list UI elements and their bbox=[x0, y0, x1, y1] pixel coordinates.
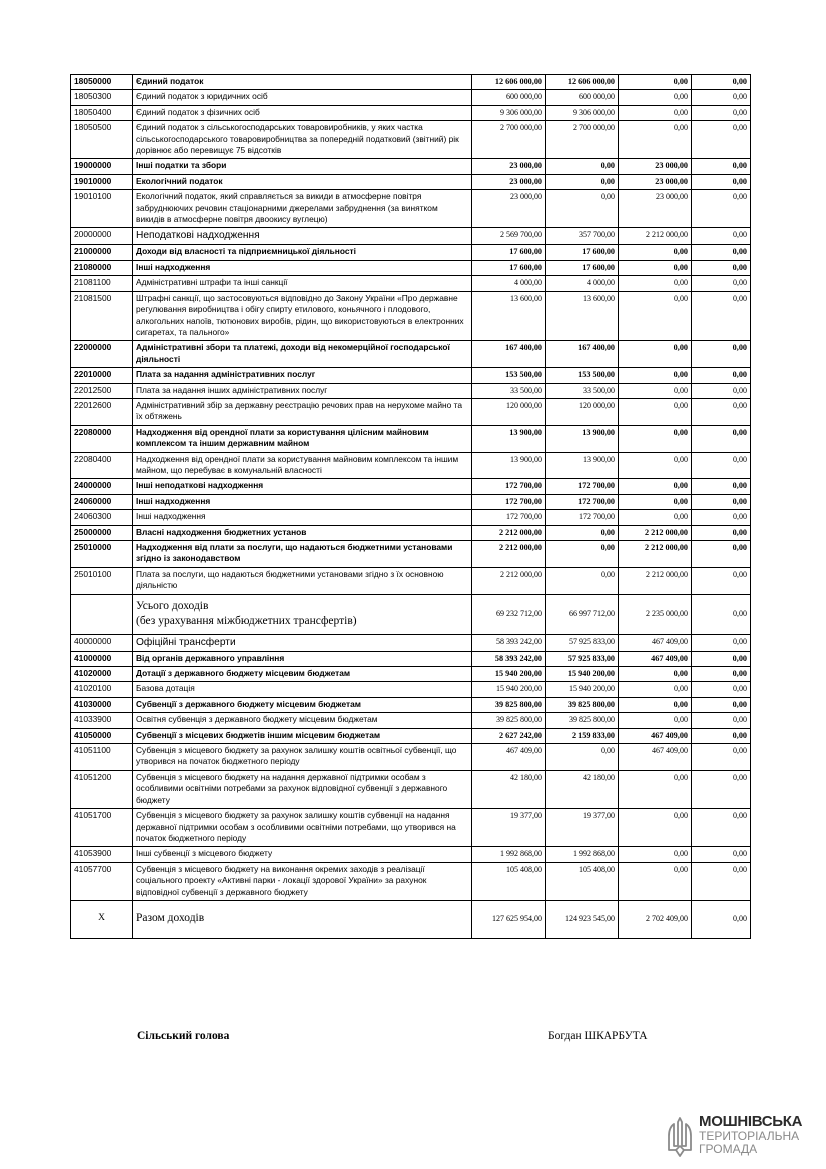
row-amount-total: 13 600,00 bbox=[472, 291, 546, 341]
row-name: Адміністративні штрафи та інші санкції bbox=[133, 276, 472, 291]
row-code: 24060300 bbox=[71, 510, 133, 525]
row-code: 19010000 bbox=[71, 174, 133, 189]
row-amount-total: 23 000,00 bbox=[472, 174, 546, 189]
row-code: 41000000 bbox=[71, 651, 133, 666]
row-code: 22080400 bbox=[71, 452, 133, 479]
row-amount-development: 0,00 bbox=[692, 634, 751, 651]
row-name: Інші надходження bbox=[133, 510, 472, 525]
row-amount-special: 0,00 bbox=[619, 398, 692, 425]
row-amount-general: 0,00 bbox=[546, 190, 619, 228]
row-amount-special: 0,00 bbox=[619, 90, 692, 105]
row-code: 25010100 bbox=[71, 567, 133, 594]
row-amount-special: 0,00 bbox=[619, 368, 692, 383]
row-amount-special: 2 212 000,00 bbox=[619, 541, 692, 568]
table-body bbox=[71, 75, 751, 939]
row-amount-total: 15 940 200,00 bbox=[472, 682, 546, 697]
row-amount-special: 0,00 bbox=[619, 847, 692, 862]
row-amount-total: 19 377,00 bbox=[472, 809, 546, 847]
table-row bbox=[71, 291, 751, 341]
row-amount-total: 2 627 242,00 bbox=[472, 728, 546, 743]
row-name: Плата за надання інших адміністративних послуг bbox=[133, 383, 472, 398]
row-name: Інші надходження bbox=[133, 260, 472, 275]
row-amount-development: 0,00 bbox=[692, 510, 751, 525]
row-name: Від органів державного управління bbox=[133, 651, 472, 666]
table-row bbox=[71, 862, 751, 900]
row-name: Освітня субвенція з державного бюджету місцевим бюджетам bbox=[133, 713, 472, 728]
row-amount-general: 172 700,00 bbox=[546, 494, 619, 509]
row-amount-development: 0,00 bbox=[692, 744, 751, 771]
row-name: Доходи від власності та підприємницької діяльності bbox=[133, 245, 472, 260]
row-amount-total: 600 000,00 bbox=[472, 90, 546, 105]
row-amount-special: 0,00 bbox=[619, 291, 692, 341]
row-code: 22080000 bbox=[71, 425, 133, 452]
row-code: 21081500 bbox=[71, 291, 133, 341]
row-amount-total: 2 700 000,00 bbox=[472, 121, 546, 159]
row-name: Субвенція з місцевого бюджету за рахунок залишку коштів субвенції на надання державної підтримки особам з особливими освітніми потребами, що утворився на початок бюджетного періоду bbox=[133, 809, 472, 847]
row-amount-development: 0,00 bbox=[692, 174, 751, 189]
row-amount-total: 2 212 000,00 bbox=[472, 567, 546, 594]
row-amount-development: 0,00 bbox=[692, 245, 751, 260]
table-row bbox=[71, 667, 751, 682]
table-row bbox=[71, 682, 751, 697]
row-name: Екологічний податок bbox=[133, 174, 472, 189]
row-amount-special: 0,00 bbox=[619, 121, 692, 159]
row-amount-special: 2 212 000,00 bbox=[619, 525, 692, 540]
row-amount-development: 0,00 bbox=[692, 770, 751, 808]
row-amount-total: 120 000,00 bbox=[472, 398, 546, 425]
row-amount-general: 0,00 bbox=[546, 159, 619, 174]
row-code: 41030000 bbox=[71, 697, 133, 712]
row-amount-special: 0,00 bbox=[619, 425, 692, 452]
row-amount-total: 2 212 000,00 bbox=[472, 525, 546, 540]
row-name: Разом доходів bbox=[133, 900, 472, 938]
row-code: 25000000 bbox=[71, 525, 133, 540]
row-name: Субвенція з місцевого бюджету на надання державної підтримки особам з особливими освітніми потребами за рахунок відповідної субвенції з державного бюджету bbox=[133, 770, 472, 808]
row-amount-general: 1 992 868,00 bbox=[546, 847, 619, 862]
table-row bbox=[71, 228, 751, 245]
row-amount-total: 42 180,00 bbox=[472, 770, 546, 808]
table-row bbox=[71, 744, 751, 771]
row-code: 18050000 bbox=[71, 75, 133, 90]
row-amount-special: 467 409,00 bbox=[619, 634, 692, 651]
row-name: Неподаткові надходження bbox=[133, 228, 472, 245]
row-amount-total: 39 825 800,00 bbox=[472, 697, 546, 712]
row-name: Єдиний податок bbox=[133, 75, 472, 90]
row-name: Дотації з державного бюджету місцевим бюджетам bbox=[133, 667, 472, 682]
row-code: 41051200 bbox=[71, 770, 133, 808]
signature-name: Богдан ШКАРБУТА bbox=[548, 1030, 648, 1042]
row-amount-special: 23 000,00 bbox=[619, 174, 692, 189]
row-code: 41053900 bbox=[71, 847, 133, 862]
row-amount-development: 0,00 bbox=[692, 341, 751, 368]
row-amount-general: 357 700,00 bbox=[546, 228, 619, 245]
row-amount-general: 2 700 000,00 bbox=[546, 121, 619, 159]
table-row bbox=[71, 651, 751, 666]
row-code: 24060000 bbox=[71, 494, 133, 509]
row-amount-general: 0,00 bbox=[546, 744, 619, 771]
table-row bbox=[71, 494, 751, 509]
row-amount-special: 2 212 000,00 bbox=[619, 567, 692, 594]
row-amount-special: 0,00 bbox=[619, 245, 692, 260]
row-amount-development: 0,00 bbox=[692, 276, 751, 291]
row-code: 41057700 bbox=[71, 862, 133, 900]
table-row bbox=[71, 634, 751, 651]
row-amount-special: 467 409,00 bbox=[619, 728, 692, 743]
row-amount-development: 0,00 bbox=[692, 105, 751, 120]
row-name bbox=[133, 594, 472, 634]
logo-line-2: ТЕРИТОРІАЛЬНА bbox=[699, 1129, 800, 1143]
row-amount-total: 58 393 242,00 bbox=[472, 634, 546, 651]
row-amount-total: 39 825 800,00 bbox=[472, 713, 546, 728]
row-amount-total: 172 700,00 bbox=[472, 510, 546, 525]
row-name: Інші субвенції з місцевого бюджету bbox=[133, 847, 472, 862]
row-code: 41050000 bbox=[71, 728, 133, 743]
row-amount-special: 0,00 bbox=[619, 494, 692, 509]
row-amount-special: 0,00 bbox=[619, 713, 692, 728]
table-row bbox=[71, 510, 751, 525]
row-code: 41051100 bbox=[71, 744, 133, 771]
table-row bbox=[71, 398, 751, 425]
row-amount-development: 0,00 bbox=[692, 651, 751, 666]
row-amount-total: 13 900,00 bbox=[472, 452, 546, 479]
community-logo bbox=[667, 1114, 817, 1160]
row-amount-special: 0,00 bbox=[619, 862, 692, 900]
row-amount-special: 23 000,00 bbox=[619, 159, 692, 174]
row-amount-general: 57 925 833,00 bbox=[546, 651, 619, 666]
row-amount-total: 33 500,00 bbox=[472, 383, 546, 398]
row-amount-general: 17 600,00 bbox=[546, 260, 619, 275]
row-amount-development: 0,00 bbox=[692, 594, 751, 634]
row-amount-special: 0,00 bbox=[619, 260, 692, 275]
row-amount-development: 0,00 bbox=[692, 494, 751, 509]
row-name: Єдиний податок з юридичних осіб bbox=[133, 90, 472, 105]
row-amount-total: 12 606 000,00 bbox=[472, 75, 546, 90]
row-amount-general: 19 377,00 bbox=[546, 809, 619, 847]
table-row bbox=[71, 847, 751, 862]
row-code: 18050500 bbox=[71, 121, 133, 159]
row-amount-development: 0,00 bbox=[692, 862, 751, 900]
row-amount-general: 13 900,00 bbox=[546, 452, 619, 479]
table-row bbox=[71, 479, 751, 494]
row-name: Плата за послуги, що надаються бюджетними установами згідно з їх основною діяльністю bbox=[133, 567, 472, 594]
row-amount-special: 0,00 bbox=[619, 809, 692, 847]
row-code: 19000000 bbox=[71, 159, 133, 174]
row-amount-total: 1 992 868,00 bbox=[472, 847, 546, 862]
row-amount-special: 0,00 bbox=[619, 383, 692, 398]
row-name: Єдиний податок з сільськогосподарських товаровиробників, у яких частка сільськогосподарського товаровиробництва за попередній податковий (звітний) рік дорівнює або перевищує 75 відсотків bbox=[133, 121, 472, 159]
row-amount-special: 467 409,00 bbox=[619, 744, 692, 771]
row-amount-total: 172 700,00 bbox=[472, 479, 546, 494]
row-amount-general: 124 923 545,00 bbox=[546, 900, 619, 938]
row-code: 25010000 bbox=[71, 541, 133, 568]
row-amount-development: 0,00 bbox=[692, 567, 751, 594]
row-name: Плата за надання адміністративних послуг bbox=[133, 368, 472, 383]
row-amount-development: 0,00 bbox=[692, 260, 751, 275]
table-row bbox=[71, 425, 751, 452]
row-amount-total: 9 306 000,00 bbox=[472, 105, 546, 120]
row-amount-total: 467 409,00 bbox=[472, 744, 546, 771]
table-row bbox=[71, 159, 751, 174]
table-row bbox=[71, 567, 751, 594]
row-code: 41020100 bbox=[71, 682, 133, 697]
row-code: 21081100 bbox=[71, 276, 133, 291]
row-amount-development: 0,00 bbox=[692, 383, 751, 398]
row-amount-general: 0,00 bbox=[546, 174, 619, 189]
table-row bbox=[71, 452, 751, 479]
table-row bbox=[71, 697, 751, 712]
row-name: Надходження від плати за послуги, що надаються бюджетними установами згідно із законодавством bbox=[133, 541, 472, 568]
row-amount-development: 0,00 bbox=[692, 847, 751, 862]
row-amount-total: 2 569 700,00 bbox=[472, 228, 546, 245]
logo-text bbox=[699, 1114, 802, 1156]
row-amount-special: 23 000,00 bbox=[619, 190, 692, 228]
table-row bbox=[71, 900, 751, 938]
row-amount-development: 0,00 bbox=[692, 809, 751, 847]
row-amount-total: 58 393 242,00 bbox=[472, 651, 546, 666]
row-name: Надходження від орендної плати за користування цілісним майновим комплексом та іншим державним майном bbox=[133, 425, 472, 452]
budget-income-table bbox=[70, 74, 751, 939]
row-name: Субвенції з місцевих бюджетів іншим місцевим бюджетам bbox=[133, 728, 472, 743]
row-name: Офіційні трансферти bbox=[133, 634, 472, 651]
row-amount-general: 4 000,00 bbox=[546, 276, 619, 291]
row-amount-development: 0,00 bbox=[692, 228, 751, 245]
row-name: Адміністративний збір за державну реєстрацію речових прав на нерухоме майно та їх обтяжень bbox=[133, 398, 472, 425]
row-amount-total: 172 700,00 bbox=[472, 494, 546, 509]
row-amount-total: 2 212 000,00 bbox=[472, 541, 546, 568]
table-row bbox=[71, 713, 751, 728]
row-code: 41020000 bbox=[71, 667, 133, 682]
row-amount-development: 0,00 bbox=[692, 728, 751, 743]
row-amount-general: 39 825 800,00 bbox=[546, 713, 619, 728]
row-amount-development: 0,00 bbox=[692, 398, 751, 425]
table-row bbox=[71, 594, 751, 634]
table-row bbox=[71, 383, 751, 398]
row-code: 22012600 bbox=[71, 398, 133, 425]
row-amount-development: 0,00 bbox=[692, 541, 751, 568]
row-amount-development: 0,00 bbox=[692, 479, 751, 494]
row-amount-total: 167 400,00 bbox=[472, 341, 546, 368]
table-row bbox=[71, 341, 751, 368]
row-code: 40000000 bbox=[71, 634, 133, 651]
row-amount-development: 0,00 bbox=[692, 121, 751, 159]
table-row bbox=[71, 105, 751, 120]
row-amount-special: 0,00 bbox=[619, 770, 692, 808]
row-amount-total: 127 625 954,00 bbox=[472, 900, 546, 938]
row-name-line-1: Усього доходів bbox=[136, 599, 209, 612]
row-code: 24000000 bbox=[71, 479, 133, 494]
trident-icon bbox=[667, 1116, 693, 1158]
row-amount-development: 0,00 bbox=[692, 900, 751, 938]
row-amount-general: 600 000,00 bbox=[546, 90, 619, 105]
row-amount-special: 2 212 000,00 bbox=[619, 228, 692, 245]
row-code: 19010100 bbox=[71, 190, 133, 228]
row-amount-general: 57 925 833,00 bbox=[546, 634, 619, 651]
row-name: Адміністративні збори та платежі, доходи від некомерційної господарської діяльності bbox=[133, 341, 472, 368]
row-code: 22000000 bbox=[71, 341, 133, 368]
row-amount-development: 0,00 bbox=[692, 713, 751, 728]
row-amount-development: 0,00 bbox=[692, 90, 751, 105]
row-amount-development: 0,00 bbox=[692, 425, 751, 452]
row-amount-general: 39 825 800,00 bbox=[546, 697, 619, 712]
row-amount-general: 167 400,00 bbox=[546, 341, 619, 368]
row-amount-total: 15 940 200,00 bbox=[472, 667, 546, 682]
row-amount-development: 0,00 bbox=[692, 190, 751, 228]
row-name: Штрафні санкції, що застосовуються відповідно до Закону України «Про державне регулювання виробництва і обігу спирту етилового, коньячного і плодового, алкогольних напоїв, тютюнових виробів, рідин, що використовуються в електронних сигаретах, та пального» bbox=[133, 291, 472, 341]
row-code: 22012500 bbox=[71, 383, 133, 398]
row-amount-general: 9 306 000,00 bbox=[546, 105, 619, 120]
row-amount-special: 467 409,00 bbox=[619, 651, 692, 666]
row-amount-general: 42 180,00 bbox=[546, 770, 619, 808]
row-amount-special: 0,00 bbox=[619, 75, 692, 90]
row-amount-general: 172 700,00 bbox=[546, 510, 619, 525]
row-name: Інші неподаткові надходження bbox=[133, 479, 472, 494]
row-name: Власні надходження бюджетних установ bbox=[133, 525, 472, 540]
row-amount-general: 0,00 bbox=[546, 525, 619, 540]
row-amount-total: 23 000,00 bbox=[472, 190, 546, 228]
row-amount-total: 69 232 712,00 bbox=[472, 594, 546, 634]
row-amount-total: 4 000,00 bbox=[472, 276, 546, 291]
row-name: Інші надходження bbox=[133, 494, 472, 509]
row-amount-total: 13 900,00 bbox=[472, 425, 546, 452]
row-code: 20000000 bbox=[71, 228, 133, 245]
row-amount-general: 13 600,00 bbox=[546, 291, 619, 341]
row-amount-general: 15 940 200,00 bbox=[546, 667, 619, 682]
row-amount-general: 13 900,00 bbox=[546, 425, 619, 452]
row-amount-development: 0,00 bbox=[692, 452, 751, 479]
row-amount-general: 0,00 bbox=[546, 567, 619, 594]
row-amount-development: 0,00 bbox=[692, 667, 751, 682]
row-amount-general: 0,00 bbox=[546, 541, 619, 568]
row-code: 21000000 bbox=[71, 245, 133, 260]
row-name: Надходження від орендної плати за користування майновим комплексом та іншим майном, що перебуває в комунальній власності bbox=[133, 452, 472, 479]
row-amount-general: 15 940 200,00 bbox=[546, 682, 619, 697]
logo-line-3: ГРОМАДА bbox=[699, 1142, 758, 1156]
table-row bbox=[71, 525, 751, 540]
signature-title: Сільський голова bbox=[137, 1030, 230, 1042]
row-code: 41033900 bbox=[71, 713, 133, 728]
row-amount-general: 120 000,00 bbox=[546, 398, 619, 425]
row-code: X bbox=[71, 900, 133, 938]
row-amount-special: 0,00 bbox=[619, 510, 692, 525]
logo-line-1: МОШНІВСЬКА bbox=[699, 1113, 803, 1130]
table-row bbox=[71, 174, 751, 189]
row-code: 21080000 bbox=[71, 260, 133, 275]
row-amount-special: 0,00 bbox=[619, 667, 692, 682]
row-amount-special: 2 702 409,00 bbox=[619, 900, 692, 938]
table-row bbox=[71, 276, 751, 291]
row-amount-development: 0,00 bbox=[692, 368, 751, 383]
row-amount-total: 23 000,00 bbox=[472, 159, 546, 174]
row-amount-general: 153 500,00 bbox=[546, 368, 619, 383]
row-code: 18050400 bbox=[71, 105, 133, 120]
row-amount-special: 0,00 bbox=[619, 697, 692, 712]
row-amount-general: 105 408,00 bbox=[546, 862, 619, 900]
table-row bbox=[71, 245, 751, 260]
row-amount-total: 105 408,00 bbox=[472, 862, 546, 900]
table-row bbox=[71, 809, 751, 847]
row-amount-general: 17 600,00 bbox=[546, 245, 619, 260]
row-amount-development: 0,00 bbox=[692, 75, 751, 90]
table-row bbox=[71, 368, 751, 383]
row-amount-special: 0,00 bbox=[619, 105, 692, 120]
row-amount-total: 17 600,00 bbox=[472, 245, 546, 260]
table-row bbox=[71, 770, 751, 808]
row-name: Субвенції з державного бюджету місцевим бюджетам bbox=[133, 697, 472, 712]
row-amount-development: 0,00 bbox=[692, 697, 751, 712]
table-row bbox=[71, 541, 751, 568]
row-amount-general: 33 500,00 bbox=[546, 383, 619, 398]
row-name: Субвенція з місцевого бюджету за рахунок залишку коштів освітньої субвенції, що утворився на початок бюджетного періоду bbox=[133, 744, 472, 771]
row-amount-total: 17 600,00 bbox=[472, 260, 546, 275]
row-amount-special: 0,00 bbox=[619, 479, 692, 494]
row-code bbox=[71, 594, 133, 634]
row-name: Екологічний податок, який справляється за викиди в атмосферне повітря забруднюючих речовин стаціонарними джерелами забруднення (за винятком викидів в атмосферне повітря двоокису вуглецю) bbox=[133, 190, 472, 228]
row-amount-special: 0,00 bbox=[619, 341, 692, 368]
row-amount-special: 0,00 bbox=[619, 452, 692, 479]
row-amount-special: 0,00 bbox=[619, 682, 692, 697]
row-amount-general: 2 159 833,00 bbox=[546, 728, 619, 743]
table-row bbox=[71, 190, 751, 228]
row-code: 22010000 bbox=[71, 368, 133, 383]
table-row bbox=[71, 121, 751, 159]
row-amount-special: 2 235 000,00 bbox=[619, 594, 692, 634]
row-amount-special: 0,00 bbox=[619, 276, 692, 291]
row-name-line-2: (без урахування міжбюджетних трансфертів) bbox=[136, 614, 357, 627]
row-amount-development: 0,00 bbox=[692, 525, 751, 540]
row-amount-total: 153 500,00 bbox=[472, 368, 546, 383]
row-amount-development: 0,00 bbox=[692, 682, 751, 697]
table-row bbox=[71, 260, 751, 275]
row-code: 18050300 bbox=[71, 90, 133, 105]
table-row bbox=[71, 728, 751, 743]
row-amount-general: 12 606 000,00 bbox=[546, 75, 619, 90]
row-amount-general: 172 700,00 bbox=[546, 479, 619, 494]
row-name: Базова дотація bbox=[133, 682, 472, 697]
row-name: Субвенція з місцевого бюджету на виконання окремих заходів з реалізації соціального проекту «Активні парки - локації здорової України» за рахунок відповідної субвенції з державного бюджету bbox=[133, 862, 472, 900]
row-name: Єдиний податок з фізичних осіб bbox=[133, 105, 472, 120]
row-amount-development: 0,00 bbox=[692, 159, 751, 174]
row-code: 41051700 bbox=[71, 809, 133, 847]
table-row bbox=[71, 90, 751, 105]
row-name: Інші податки та збори bbox=[133, 159, 472, 174]
row-amount-general: 66 997 712,00 bbox=[546, 594, 619, 634]
table-row bbox=[71, 75, 751, 90]
row-amount-development: 0,00 bbox=[692, 291, 751, 341]
